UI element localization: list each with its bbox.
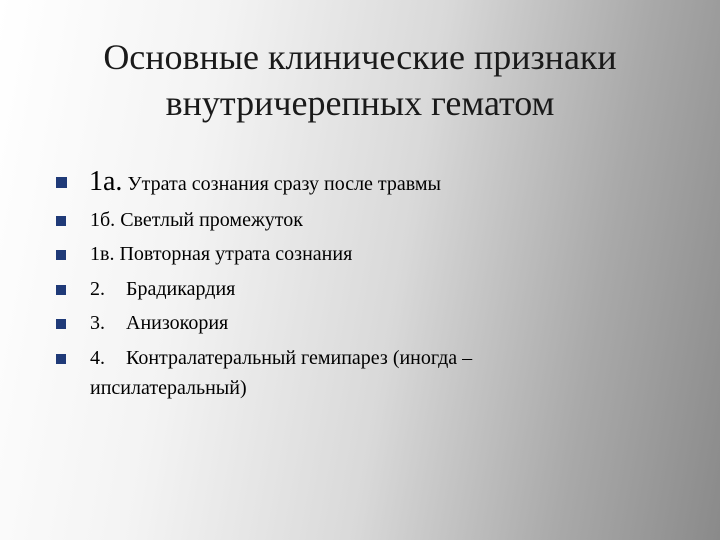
bullet-text bbox=[56, 239, 666, 269]
square-bullet-icon bbox=[56, 319, 66, 329]
bullet-text bbox=[56, 274, 666, 304]
square-bullet-icon bbox=[56, 250, 66, 260]
bullet-text bbox=[56, 165, 666, 201]
bullet-label: Контралатеральный гемипарез (иногда – ипсилатеральный) bbox=[90, 347, 473, 399]
bullet-label: Анизокория bbox=[126, 312, 229, 334]
bullet-text bbox=[56, 308, 666, 338]
bullet-item-1v bbox=[56, 239, 666, 269]
square-bullet-icon bbox=[56, 285, 66, 295]
square-bullet-icon bbox=[56, 216, 66, 226]
title-line-1: Основные клинические признаки bbox=[103, 37, 617, 77]
bullet-item-4 bbox=[56, 343, 666, 403]
bullet-label: Повторная утрата сознания bbox=[119, 243, 353, 265]
title-line-2: внутричерепных гематом bbox=[165, 83, 555, 123]
square-bullet-icon bbox=[56, 177, 67, 188]
bullet-label: Брадикардия bbox=[126, 278, 236, 300]
bullet-item-2 bbox=[56, 274, 666, 304]
bullet-number: 2. bbox=[90, 278, 105, 300]
bullet-number: 1а. bbox=[89, 166, 123, 197]
bullet-number: 3. bbox=[90, 312, 105, 334]
bullet-number: 1в. bbox=[90, 243, 115, 265]
bullet-text bbox=[56, 343, 666, 403]
bullet-number: 1б. bbox=[90, 209, 116, 231]
bullet-item-1b bbox=[56, 205, 666, 235]
bullet-item-1a bbox=[56, 165, 666, 201]
bullet-number: 4. bbox=[90, 347, 105, 369]
bullet-text bbox=[56, 205, 666, 235]
square-bullet-icon bbox=[56, 354, 66, 364]
bullet-label: Светлый промежуток bbox=[120, 209, 303, 231]
slide-title bbox=[40, 34, 680, 126]
bullet-label: Утрата сознания сразу после травмы bbox=[127, 173, 441, 195]
bullet-item-3 bbox=[56, 308, 666, 338]
